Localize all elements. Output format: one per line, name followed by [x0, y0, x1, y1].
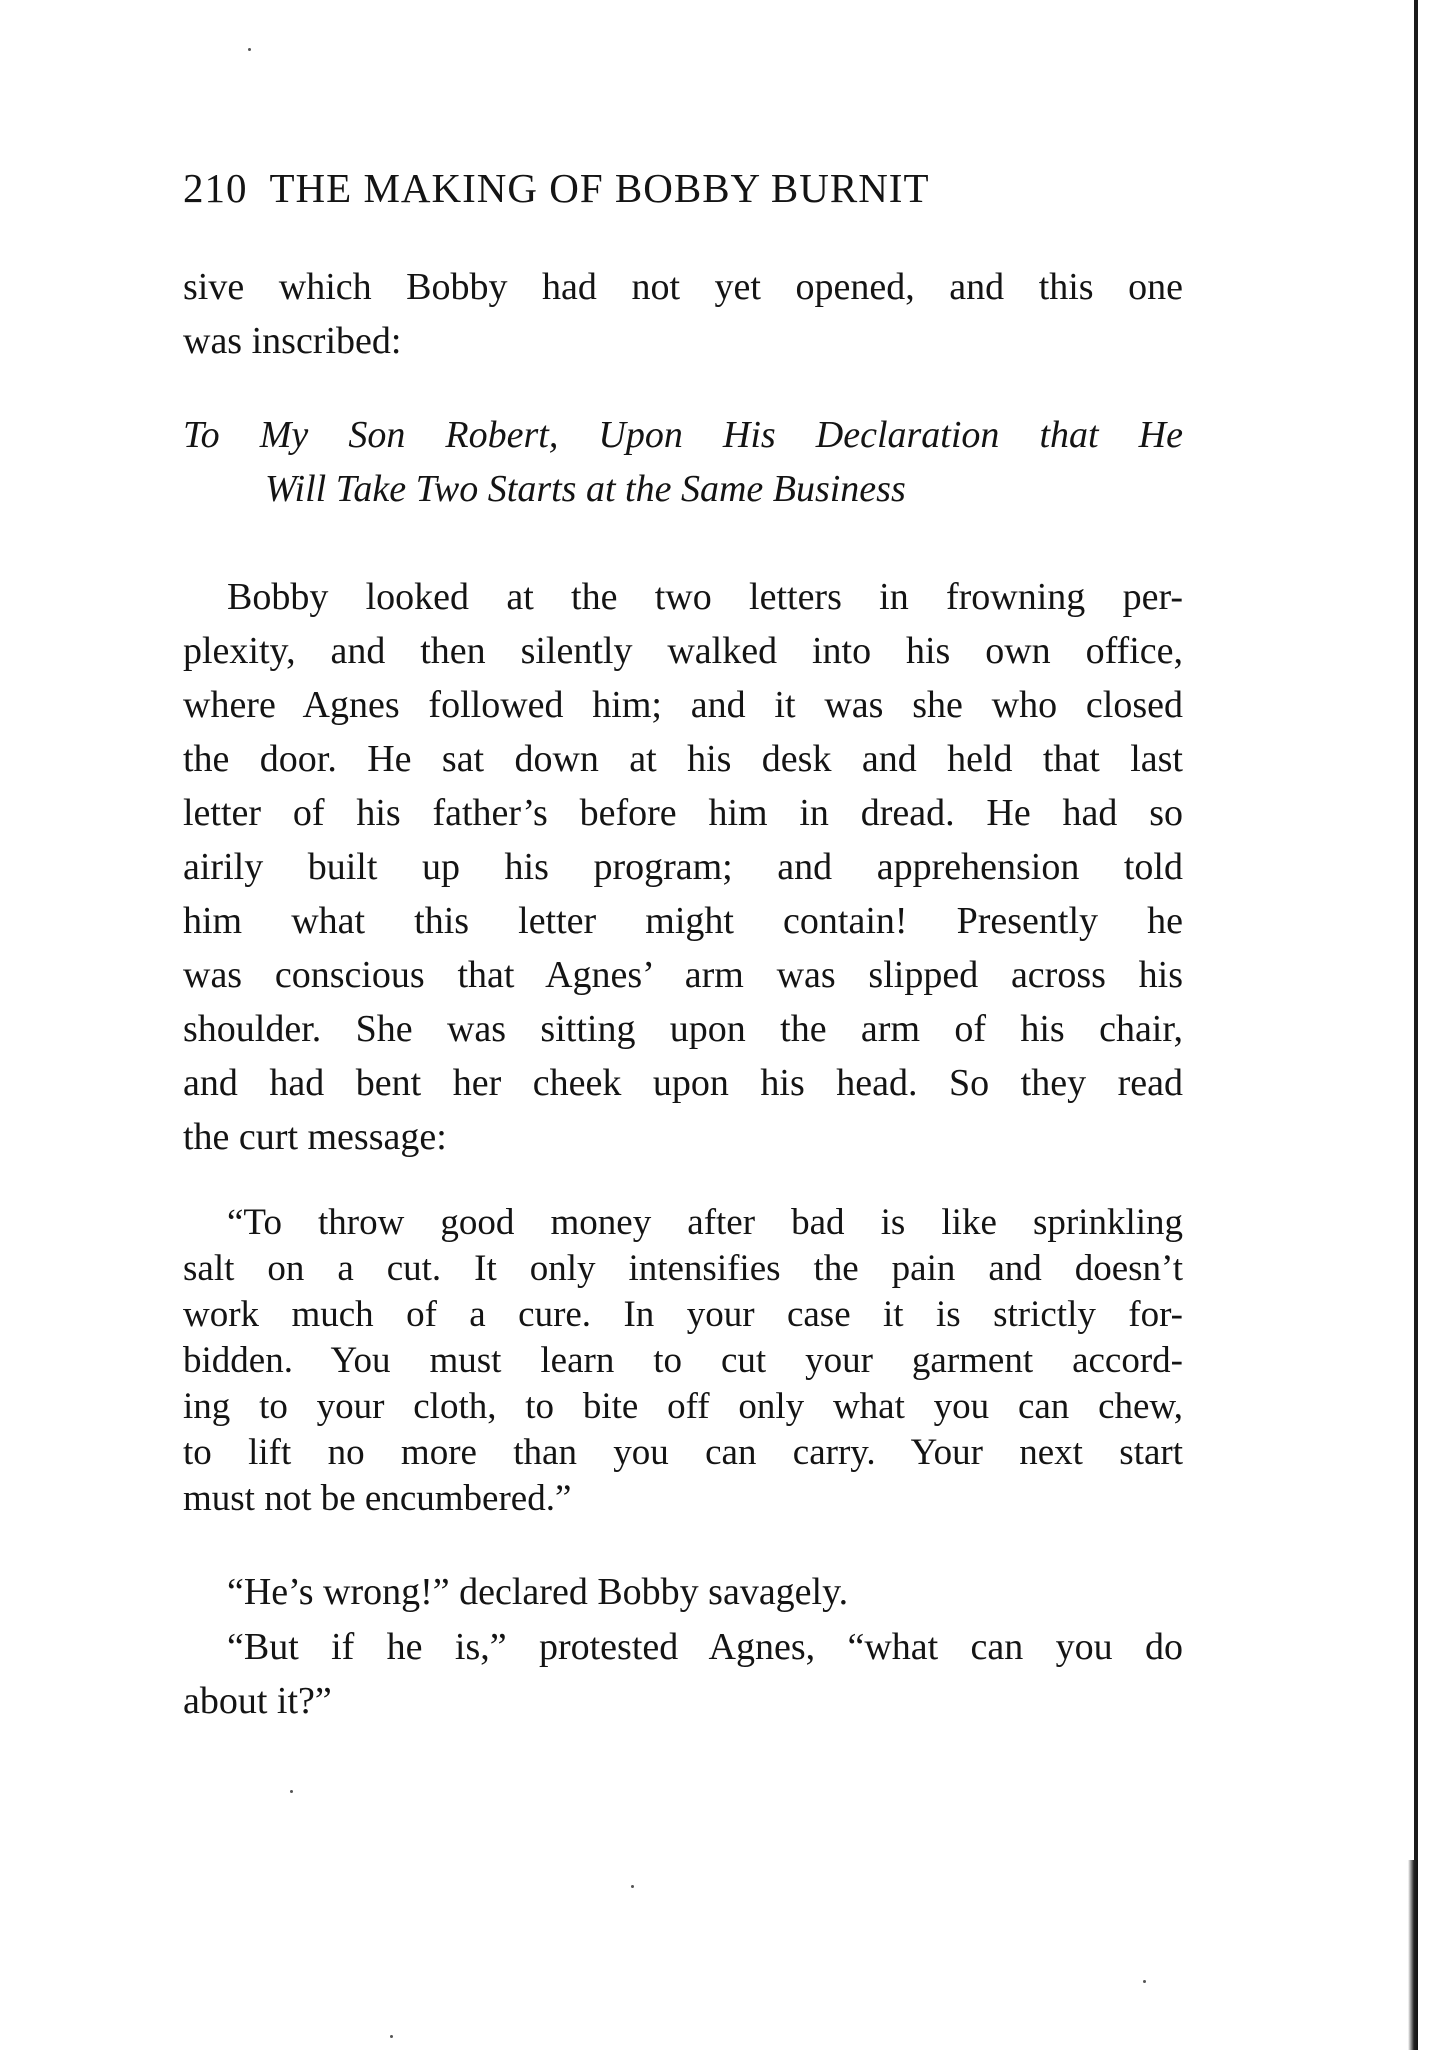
text-line: him what this letter might contain! Presently he [183, 900, 1183, 942]
paper-speck [390, 2035, 393, 2038]
text-line: “He’s wrong!” declared Bobby savagely. [227, 1571, 849, 1613]
paragraph-1 [183, 260, 1183, 368]
quote-line: “To throw good money after bad is like sprinkling [227, 1202, 1183, 1243]
text-line: letter of his father’s before him in dread. He had so [183, 792, 1183, 834]
page-edge-shadow [1414, 0, 1418, 2050]
quote-line: salt on a cut. It only intensifies the pain and doesn’t [183, 1248, 1183, 1289]
text-line: about it?” [183, 1680, 332, 1722]
paper-speck [631, 1885, 634, 1888]
letter-title [183, 408, 1183, 516]
quote-line: must not be encumbered.” [183, 1478, 572, 1519]
quote-line: to lift no more than you can carry. Your next start [183, 1432, 1183, 1473]
letter-title-line-1: To My Son Robert, Upon His Declaration that He [183, 414, 1183, 456]
running-header [183, 164, 1183, 212]
text-line: was inscribed: [183, 320, 402, 362]
running-title: THE MAKING OF BOBBY BURNIT [269, 165, 930, 211]
text-line: was conscious that Agnes’ arm was slipped across his [183, 954, 1183, 996]
text-line: airily built up his program; and apprehension told [183, 846, 1183, 888]
paragraph-4 [183, 1620, 1183, 1728]
text-line: shoulder. She was sitting upon the arm of his chair, [183, 1008, 1183, 1050]
page-edge-shadow-bottom [1408, 1860, 1418, 2050]
text-line: Bobby looked at the two letters in frowning per- [227, 576, 1183, 618]
text-line: the curt message: [183, 1116, 447, 1158]
paper-speck [290, 1790, 293, 1793]
text-line: and had bent her cheek upon his head. So they read [183, 1062, 1183, 1104]
page-number: 210 [183, 165, 248, 211]
text-line: where Agnes followed him; and it was she who closed [183, 684, 1183, 726]
letter-title-line-2: Will Take Two Starts at the Same Business [265, 468, 906, 510]
quote-line: ing to your cloth, to bite off only what you can chew, [183, 1386, 1183, 1427]
paper-speck [1143, 1980, 1146, 1983]
quote-line: work much of a cure. In your case it is strictly for- [183, 1294, 1183, 1335]
text-line: sive which Bobby had not yet opened, and this one [183, 266, 1183, 308]
text-line: the door. He sat down at his desk and held that last [183, 738, 1183, 780]
text-line: “But if he is,” protested Agnes, “what can you do [227, 1626, 1183, 1668]
father-letter-quote [183, 1200, 1183, 1522]
text-line: plexity, and then silently walked into his own office, [183, 630, 1183, 672]
paragraph-2 [183, 570, 1183, 1164]
paper-speck [248, 48, 251, 51]
quote-line: bidden. You must learn to cut your garment accord- [183, 1340, 1183, 1381]
paragraph-3 [183, 1565, 1183, 1619]
